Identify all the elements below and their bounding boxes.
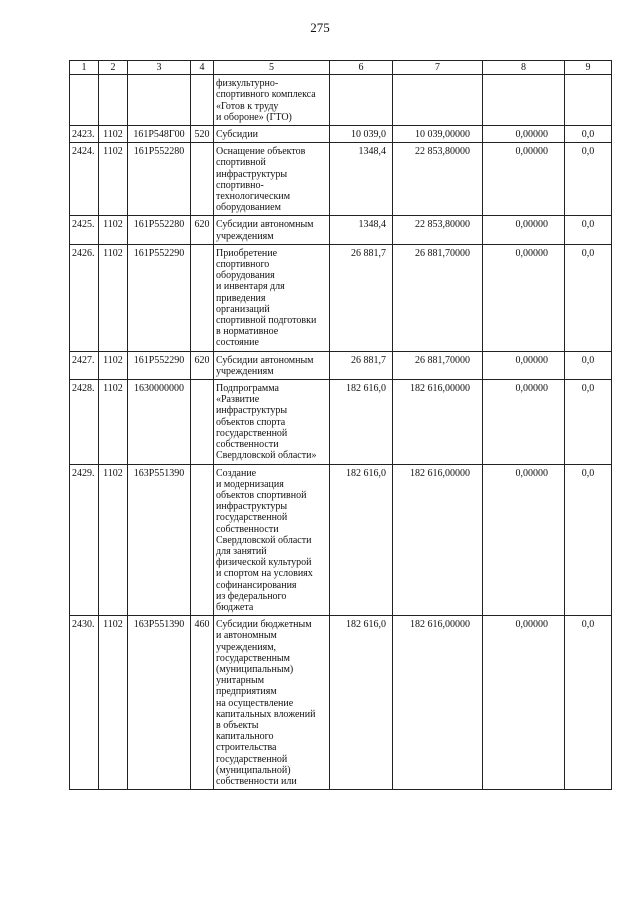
item-name-line: Свердловской области» bbox=[216, 450, 317, 462]
header-cell: 7 bbox=[393, 61, 483, 75]
amount-col7: 26 881,70000 bbox=[393, 351, 483, 379]
section-code: 1102 bbox=[99, 244, 128, 351]
item-name-line: государственной bbox=[216, 427, 288, 439]
item-name-line: на осуществление bbox=[216, 697, 294, 709]
target-code: 161P552290 bbox=[128, 244, 191, 351]
item-name-line: «Готов к труду bbox=[216, 100, 279, 112]
item-name-line: для занятий bbox=[216, 545, 267, 557]
section-code: 1102 bbox=[99, 216, 128, 244]
item-name bbox=[214, 380, 330, 464]
row-number: 2429. bbox=[70, 464, 99, 616]
table-row bbox=[70, 616, 612, 790]
item-name-line: Субсидии автономным bbox=[216, 219, 314, 231]
item-name-line: приведения bbox=[216, 292, 266, 304]
budget-table bbox=[69, 60, 612, 790]
item-name-line: спортивной подготовки bbox=[216, 315, 317, 327]
target-code: 161P548Г00 bbox=[128, 126, 191, 143]
header-cell: 9 bbox=[565, 61, 612, 75]
amount-col9: 0,0 bbox=[565, 244, 612, 351]
target-code bbox=[128, 75, 191, 126]
item-name-line: спортивной bbox=[216, 157, 266, 169]
section-code: 1102 bbox=[99, 126, 128, 143]
table-row bbox=[70, 380, 612, 464]
amount-col7: 182 616,00000 bbox=[393, 616, 483, 790]
amount-col8: 0,00000 bbox=[483, 244, 565, 351]
item-name-line: собственности bbox=[216, 523, 279, 535]
amount-col9: 0,0 bbox=[565, 216, 612, 244]
header-cell: 3 bbox=[128, 61, 191, 75]
header-cell: 2 bbox=[99, 61, 128, 75]
amount-col9: 0,0 bbox=[565, 126, 612, 143]
amount-col9: 0,0 bbox=[565, 351, 612, 379]
amount-col9: 0,0 bbox=[565, 464, 612, 616]
section-code bbox=[99, 75, 128, 126]
expense-type bbox=[191, 143, 214, 216]
header-cell: 4 bbox=[191, 61, 214, 75]
row-number: 2428. bbox=[70, 380, 99, 464]
section-code: 1102 bbox=[99, 380, 128, 464]
item-name-line: физической культурой bbox=[216, 557, 312, 569]
item-name bbox=[214, 244, 330, 351]
amount-col8: 0,00000 bbox=[483, 380, 565, 464]
item-name-line: в объекты bbox=[216, 719, 259, 731]
item-name-line: и спортом на условиях bbox=[216, 568, 313, 580]
item-name bbox=[214, 143, 330, 216]
amount-col6: 1348,4 bbox=[330, 216, 393, 244]
item-name bbox=[214, 216, 330, 244]
item-name-line: оборудованием bbox=[216, 202, 281, 214]
target-code: 161P552280 bbox=[128, 216, 191, 244]
target-code: 1630000000 bbox=[128, 380, 191, 464]
item-name-line: учреждениям bbox=[216, 230, 274, 242]
page-number: 275 bbox=[310, 20, 330, 35]
item-name-line: собственности или bbox=[216, 775, 297, 787]
item-name-line: предприятиям bbox=[216, 686, 277, 698]
item-name-line: бюджета bbox=[216, 601, 254, 613]
section-code: 1102 bbox=[99, 351, 128, 379]
amount-col9: 0,0 bbox=[565, 616, 612, 790]
item-name-line: учреждениям, bbox=[216, 641, 277, 653]
item-name-line: Субсидии bbox=[216, 129, 258, 141]
item-name-line: Приобретение bbox=[216, 247, 278, 259]
amount-col7: 26 881,70000 bbox=[393, 244, 483, 351]
item-name-line: строительства bbox=[216, 742, 277, 754]
item-name-line: Свердловской области bbox=[216, 534, 312, 546]
amount-col8 bbox=[483, 75, 565, 126]
table-row bbox=[70, 351, 612, 379]
header-cell: 5 bbox=[214, 61, 330, 75]
amount-col9 bbox=[565, 75, 612, 126]
expense-type: 520 bbox=[191, 126, 214, 143]
amount-col6: 182 616,0 bbox=[330, 464, 393, 616]
table-row bbox=[70, 216, 612, 244]
amount-col8: 0,00000 bbox=[483, 351, 565, 379]
target-code: 163P551390 bbox=[128, 464, 191, 616]
item-name-line: спортивного bbox=[216, 259, 270, 271]
section-code: 1102 bbox=[99, 143, 128, 216]
item-name-line: Субсидии бюджетным bbox=[216, 619, 312, 631]
item-name-line: Субсидии автономным bbox=[216, 354, 314, 366]
amount-col6: 182 616,0 bbox=[330, 616, 393, 790]
amount-col7: 10 039,00000 bbox=[393, 126, 483, 143]
row-number: 2426. bbox=[70, 244, 99, 351]
item-name-line: в нормативное bbox=[216, 326, 279, 338]
header-cell: 8 bbox=[483, 61, 565, 75]
item-name-line: объектов спортивной bbox=[216, 489, 307, 501]
amount-col7: 182 616,00000 bbox=[393, 464, 483, 616]
item-name-line: собственности bbox=[216, 439, 279, 451]
amount-col6 bbox=[330, 75, 393, 126]
amount-col8: 0,00000 bbox=[483, 126, 565, 143]
item-name bbox=[214, 126, 330, 143]
item-name-line: унитарным bbox=[216, 675, 265, 687]
expense-type bbox=[191, 244, 214, 351]
item-name-line: Оснащение объектов bbox=[216, 146, 306, 158]
table-row bbox=[70, 126, 612, 143]
item-name-line: объектов спорта bbox=[216, 416, 286, 428]
header-row bbox=[70, 61, 612, 75]
item-name-line: инфраструктуры bbox=[216, 405, 288, 417]
section-code: 1102 bbox=[99, 616, 128, 790]
item-name-line: спортивно- bbox=[216, 179, 264, 191]
amount-col7: 182 616,00000 bbox=[393, 380, 483, 464]
amount-col8: 0,00000 bbox=[483, 464, 565, 616]
amount-col6: 182 616,0 bbox=[330, 380, 393, 464]
item-name-line: и модернизация bbox=[216, 478, 284, 490]
expense-type: 620 bbox=[191, 216, 214, 244]
target-code: 161P552280 bbox=[128, 143, 191, 216]
item-name-line: государственным bbox=[216, 652, 290, 664]
amount-col9: 0,0 bbox=[565, 143, 612, 216]
amount-col7: 22 853,80000 bbox=[393, 143, 483, 216]
expense-type: 460 bbox=[191, 616, 214, 790]
item-name-line: капитальных вложений bbox=[216, 708, 316, 720]
table-row bbox=[70, 75, 612, 126]
row-number: 2424. bbox=[70, 143, 99, 216]
table-row bbox=[70, 143, 612, 216]
item-name bbox=[214, 351, 330, 379]
item-name bbox=[214, 75, 330, 126]
table-row bbox=[70, 244, 612, 351]
amount-col6: 10 039,0 bbox=[330, 126, 393, 143]
item-name-line: оборудования bbox=[216, 270, 275, 282]
row-number: 2427. bbox=[70, 351, 99, 379]
item-name-line: и обороне» (ГТО) bbox=[216, 111, 292, 123]
row-number: 2425. bbox=[70, 216, 99, 244]
item-name-line: (муниципальным) bbox=[216, 663, 294, 675]
expense-type: 620 bbox=[191, 351, 214, 379]
row-number: 2430. bbox=[70, 616, 99, 790]
amount-col9: 0,0 bbox=[565, 380, 612, 464]
item-name bbox=[214, 464, 330, 616]
item-name-line: спортивного комплекса bbox=[216, 89, 316, 101]
amount-col7: 22 853,80000 bbox=[393, 216, 483, 244]
item-name-line: государственной bbox=[216, 753, 288, 765]
item-name-line: физкультурно- bbox=[216, 78, 279, 90]
item-name-line: Подпрограмма bbox=[216, 383, 279, 395]
item-name-line: Создание bbox=[216, 467, 257, 479]
item-name-line: (муниципальной) bbox=[216, 764, 291, 776]
header-cell: 1 bbox=[70, 61, 99, 75]
table-row bbox=[70, 464, 612, 616]
expense-type bbox=[191, 380, 214, 464]
item-name-line: и инвентаря для bbox=[216, 281, 285, 293]
item-name-line: из федерального bbox=[216, 590, 287, 602]
amount-col7 bbox=[393, 75, 483, 126]
item-name-line: государственной bbox=[216, 512, 288, 524]
amount-col8: 0,00000 bbox=[483, 616, 565, 790]
table-body bbox=[70, 75, 612, 790]
item-name-line: организаций bbox=[216, 303, 270, 315]
amount-col6: 26 881,7 bbox=[330, 244, 393, 351]
item-name-line: учреждениям bbox=[216, 365, 274, 377]
item-name-line: состояние bbox=[216, 337, 259, 349]
expense-type bbox=[191, 75, 214, 126]
target-code: 161P552290 bbox=[128, 351, 191, 379]
item-name-line: инфраструктуры bbox=[216, 168, 288, 180]
amount-col8: 0,00000 bbox=[483, 143, 565, 216]
item-name bbox=[214, 616, 330, 790]
section-code: 1102 bbox=[99, 464, 128, 616]
row-number bbox=[70, 75, 99, 126]
amount-col8: 0,00000 bbox=[483, 216, 565, 244]
expense-type bbox=[191, 464, 214, 616]
item-name-line: технологическим bbox=[216, 191, 291, 203]
row-number: 2423. bbox=[70, 126, 99, 143]
item-name-line: инфраструктуры bbox=[216, 501, 288, 513]
item-name-line: софинансирования bbox=[216, 579, 297, 591]
amount-col6: 26 881,7 bbox=[330, 351, 393, 379]
item-name-line: и автономным bbox=[216, 630, 277, 642]
target-code: 163P551390 bbox=[128, 616, 191, 790]
item-name-line: капитального bbox=[216, 731, 274, 743]
amount-col6: 1348,4 bbox=[330, 143, 393, 216]
item-name-line: «Развитие bbox=[216, 394, 260, 406]
header-cell: 6 bbox=[330, 61, 393, 75]
